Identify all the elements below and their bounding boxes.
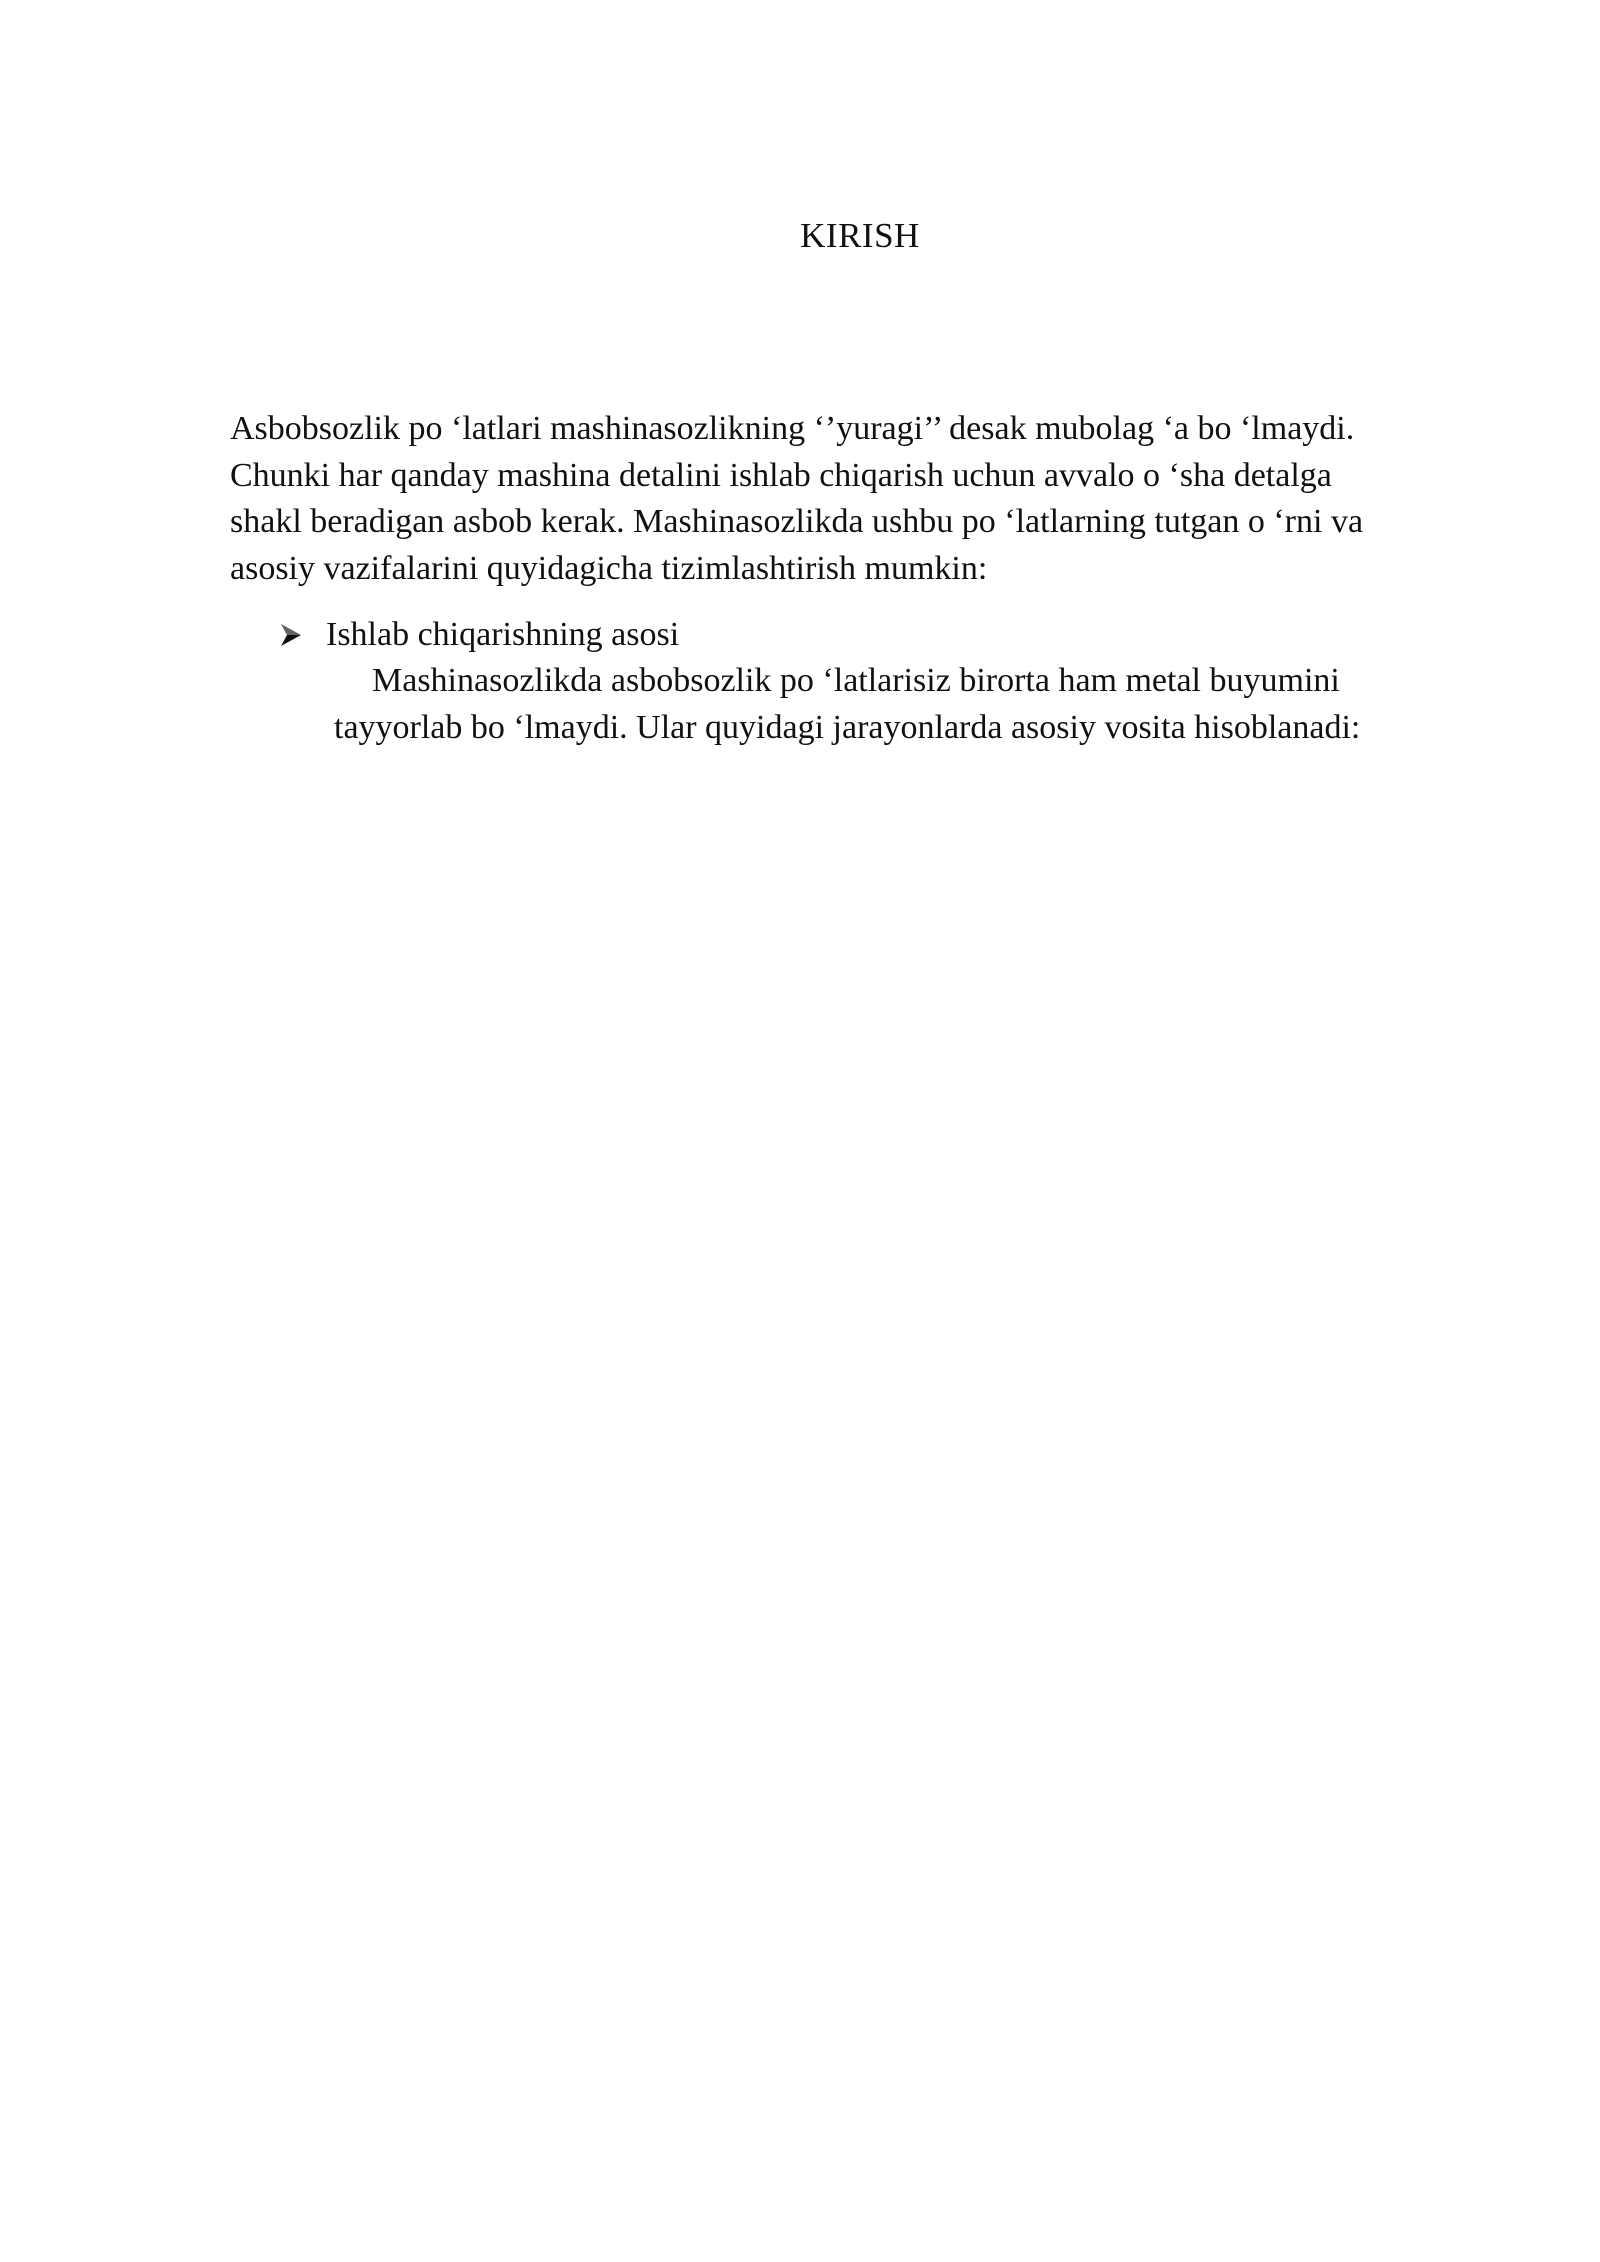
arrowhead-bullet-icon (280, 623, 302, 647)
bullet-paragraph-line: tayyorlab bo ‘lmaydi. Ular quyidagi jarayonlarda asosiy vosita hisoblanadi: (334, 708, 1361, 746)
intro-line: asosiy vazifalarini quyidagicha tizimlashtirish mumkin: (230, 549, 988, 587)
bullet-paragraph-line: Mashinasozlikda asbobsozlik po ‘latlarisiz birorta ham metal buyumini (372, 662, 1340, 699)
intro-paragraph (230, 406, 1530, 592)
intro-line: Asbobsozlik po ‘latlari mashinasozlikning ‘’yuragi’’ desak mubolag ‘a bo ‘lmaydi. (230, 410, 1355, 447)
bullet-item (280, 612, 679, 658)
bullet-paragraph (334, 658, 1360, 751)
intro-line: Chunki har qanday mashina detalini ishlab chiqarish uchun avvalo o ‘sha detalga (230, 456, 1332, 494)
bullet-label: Ishlab chiqarishning asosi (326, 616, 680, 653)
intro-line: shakl beradigan asbob kerak. Mashinasozlikda ushbu po ‘latlarning tutgan o ‘rni va (230, 503, 1364, 540)
page-title: KIRISH (800, 216, 920, 255)
